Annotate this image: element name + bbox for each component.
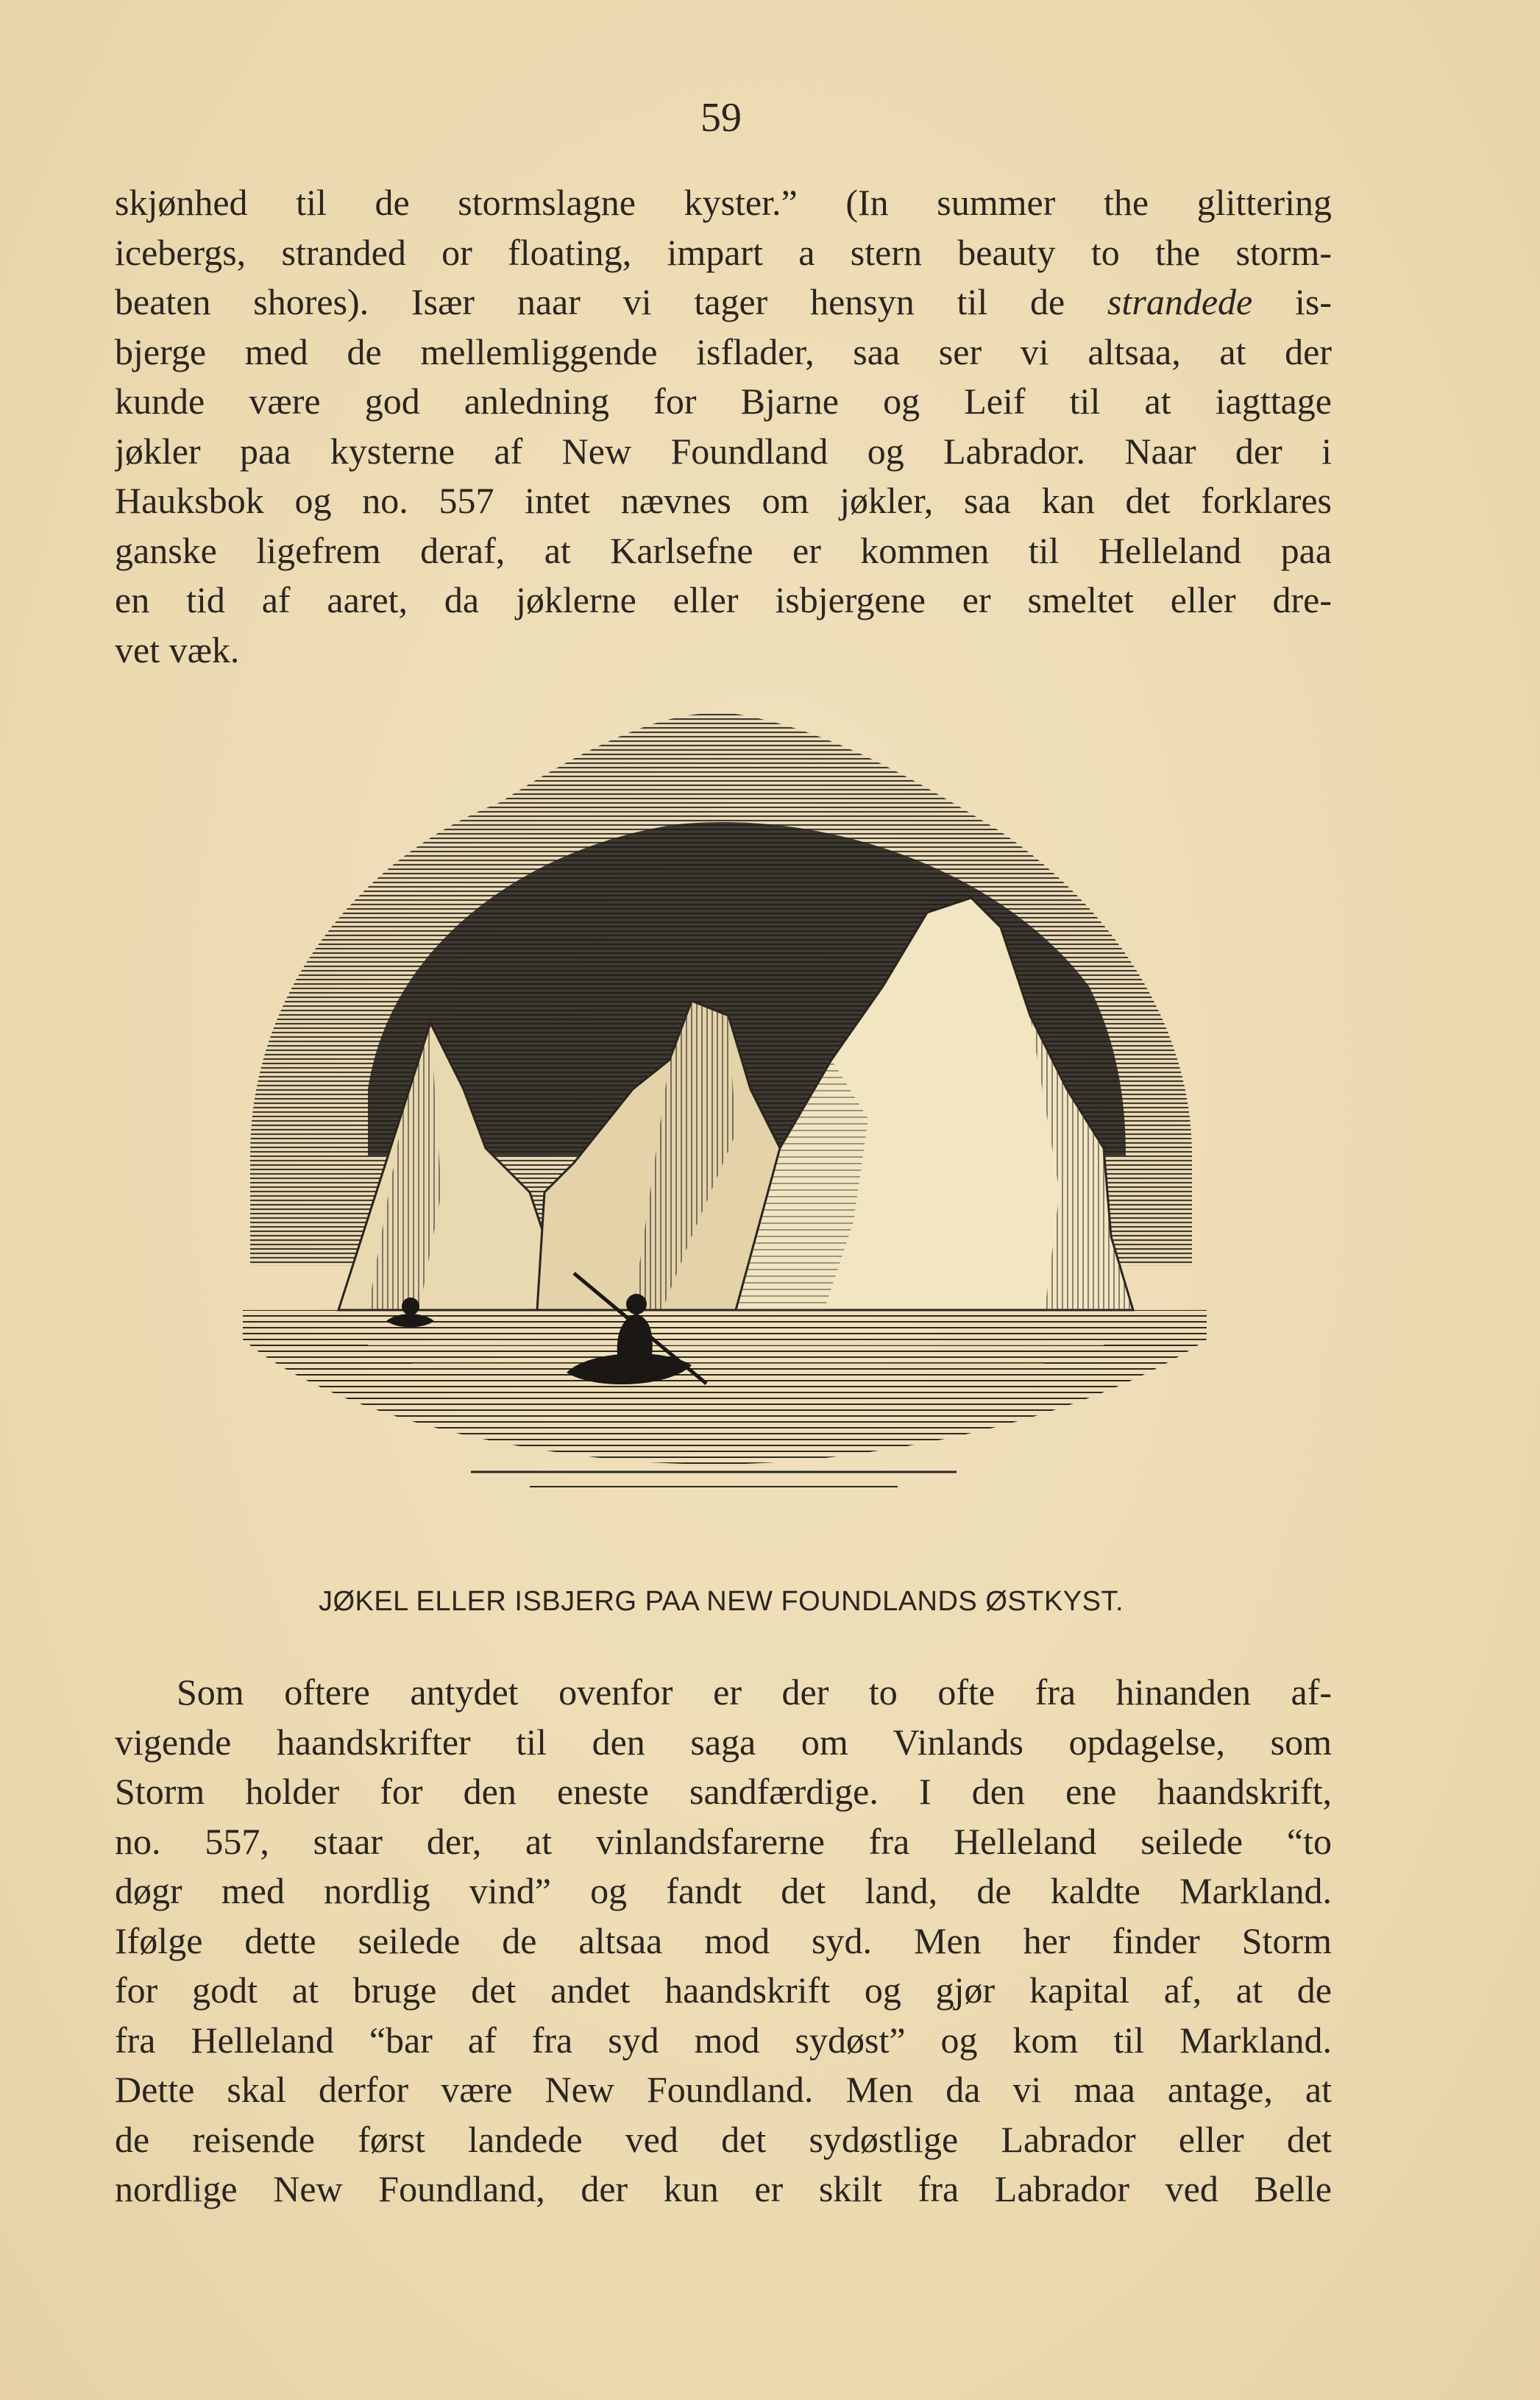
text-line: vigende haandskrifter til den saga om Vinlands opdagelse, som <box>115 1721 1332 1763</box>
text-line: fra Helleland “bar af fra syd mod sydøst” og kom til Markland. <box>115 2019 1332 2061</box>
text-line: kunde være god anledning for Bjarne og Leif til at iagttage <box>115 380 1332 422</box>
iceberg-engraving <box>221 677 1221 1560</box>
page-number: 59 <box>700 95 742 141</box>
figure-caption: JØKEL ELLER ISBJERG PAA NEW FOUNDLANDS ØSTKYST. <box>318 1586 1124 1617</box>
text-line: nordlige New Foundland, der kun er skilt fra Labrador ved Belle <box>115 2168 1332 2209</box>
paragraph-top <box>115 178 1332 675</box>
text-line: Hauksbok og no. 557 intet nævnes om jøkler, saa kan det forklares <box>115 480 1332 521</box>
text-line: Som oftere antydet ovenfor er der to ofte fra hinanden af- <box>177 1671 1332 1713</box>
text-line: Storm holder for den eneste sandfærdige. I den ene haandskrift, <box>115 1771 1332 1812</box>
text-line: icebergs, stranded or floating, impart a stern beauty to the storm- <box>115 231 1332 273</box>
sea <box>243 1310 1207 1487</box>
text-line: jøkler paa kysterne af New Foundland og Labrador. Naar der i <box>115 430 1332 472</box>
text-line: døgr med nordlig vind” og fandt det land, de kaldte Markland. <box>115 1870 1332 1911</box>
text-line: no. 557, staar der, at vinlandsfarerne fra Helleland seilede “to <box>115 1820 1332 1862</box>
text-line: for godt at bruge det andet haandskrift og gjør kapital af, at de <box>115 1969 1332 2011</box>
text-line: de reisende først landede ved det sydøstlige Labrador eller det <box>115 2118 1332 2160</box>
text-line: skjønhed til de stormslagne kyster.” (In summer the glittering <box>115 182 1332 223</box>
paragraph-bottom <box>115 1668 1332 2215</box>
text-line: vet væk. <box>115 629 240 670</box>
text-line: en tid af aaret, da jøklerne eller isbjergene er smeltet eller dre- <box>115 579 1332 620</box>
text-line: Dette skal derfor være New Foundland. Men da vi maa antage, at <box>115 2069 1332 2110</box>
text-line: ganske ligefrem deraf, at Karlsefne er kommen til Helleland paa <box>115 529 1332 571</box>
text-segment: beaten shores). Især naar vi tager hensyn til de <box>115 281 1108 322</box>
text-line: bjerge med de mellemliggende isflader, saa ser vi altsaa, at der <box>115 330 1332 372</box>
text-segment: is- <box>1252 281 1332 322</box>
text-line <box>115 277 1332 328</box>
text-line: Ifølge dette seilede de altsaa mod syd. Men her finder Storm <box>115 1919 1332 1961</box>
italic-word: strandede <box>1107 281 1253 322</box>
